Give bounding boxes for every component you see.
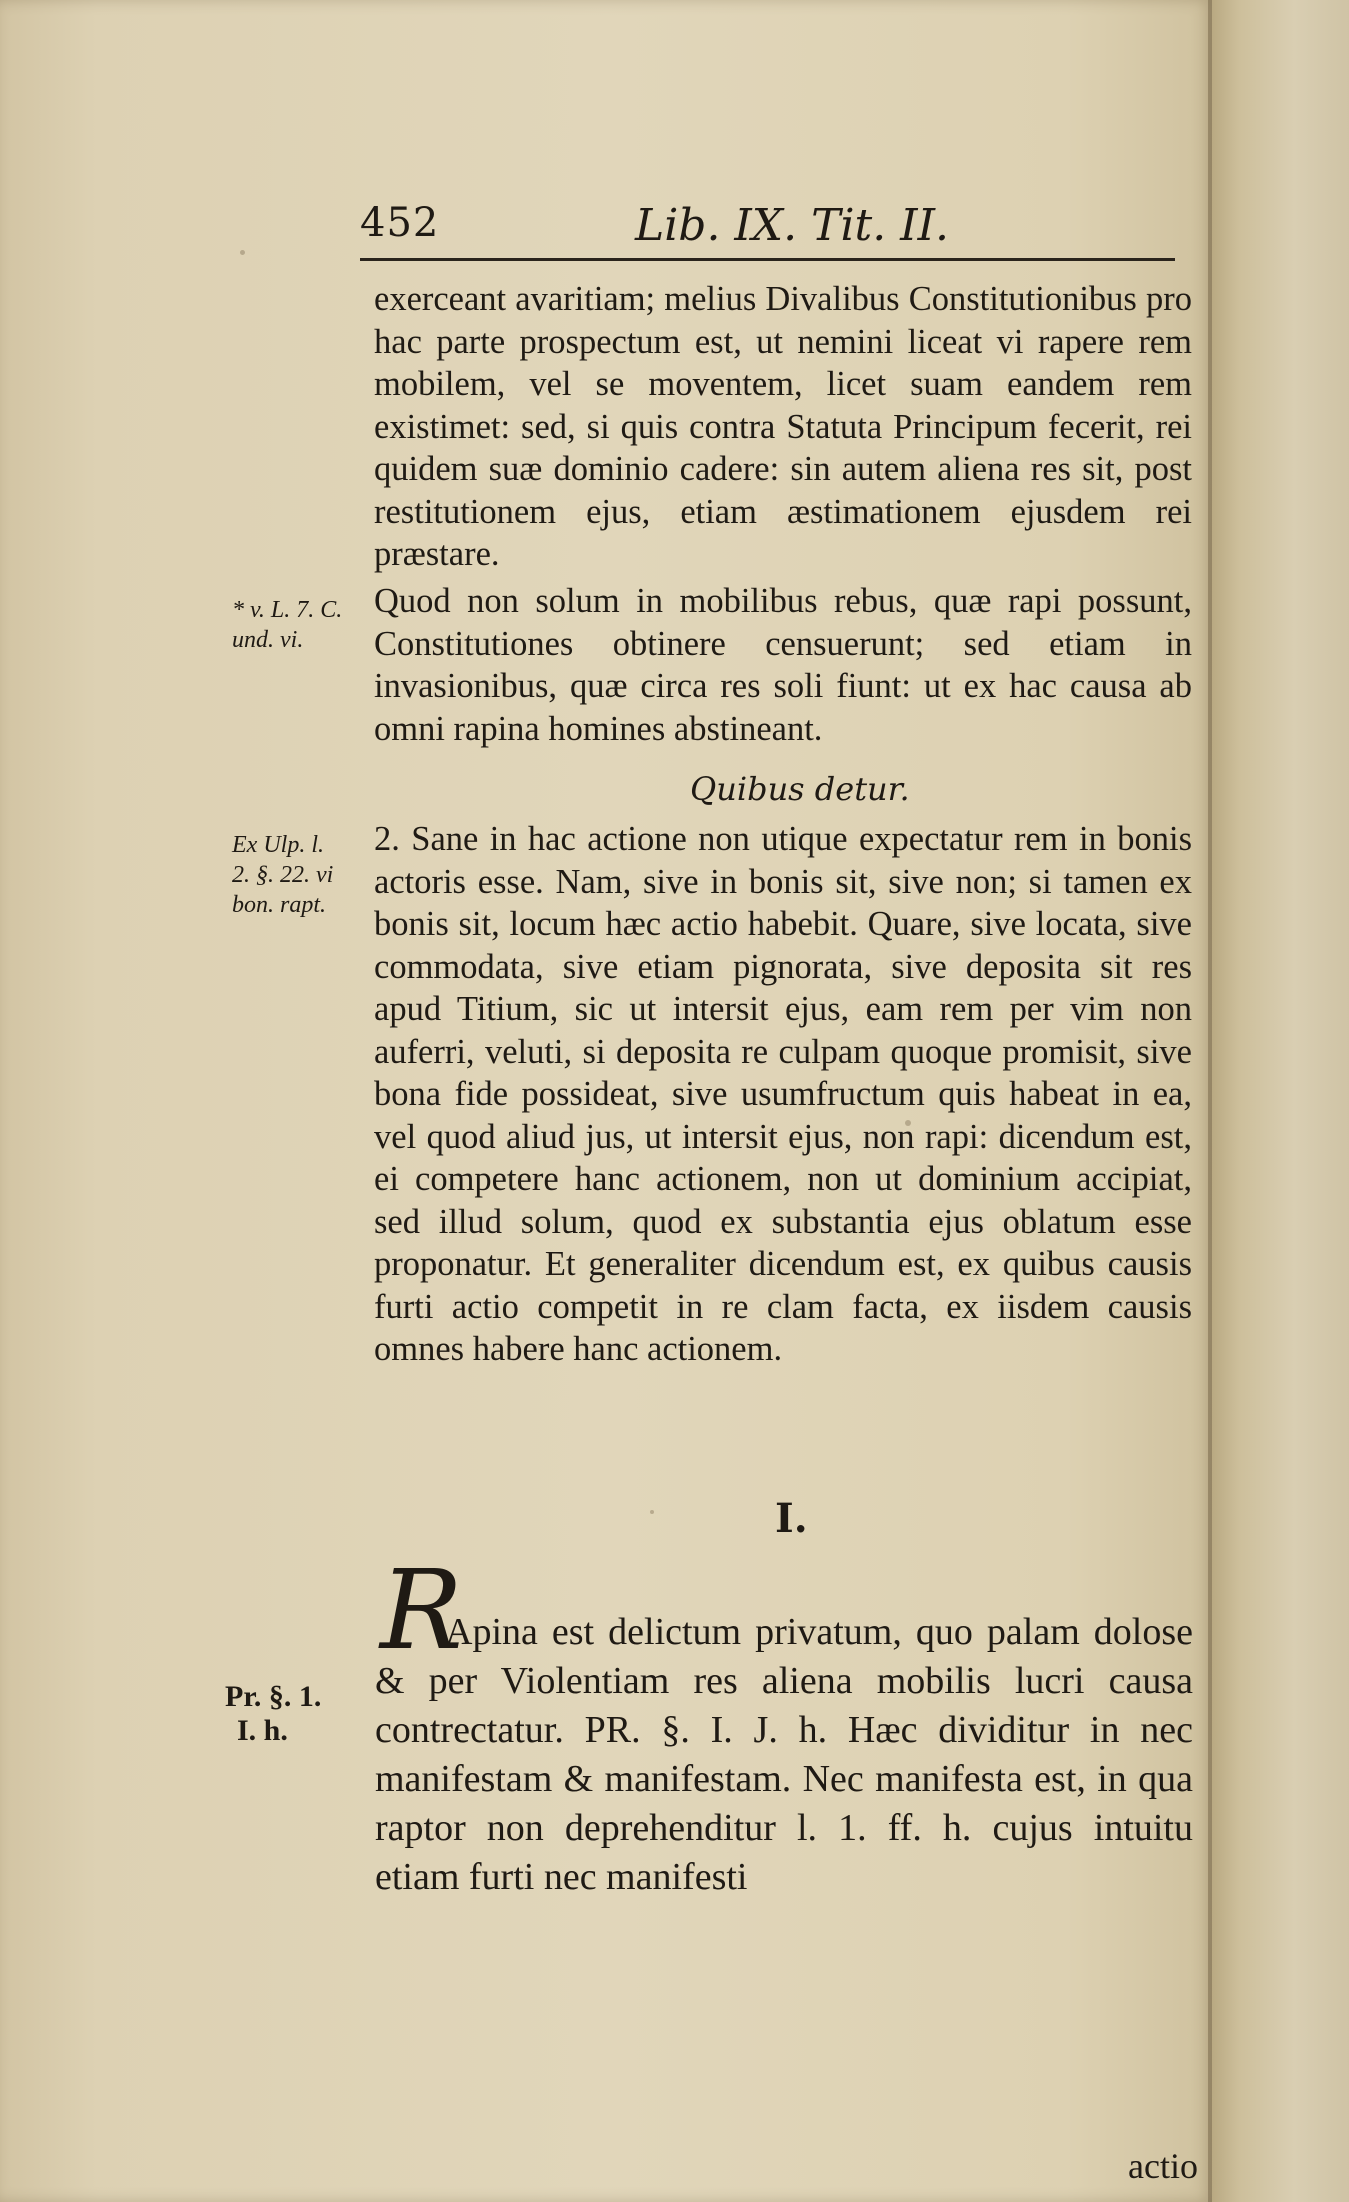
margin-note-2-line-1: Ex Ulp. l. <box>232 832 324 858</box>
paper-speck <box>905 1120 911 1126</box>
binding-gutter <box>1212 0 1349 2202</box>
text-block-2 <box>374 580 1192 750</box>
section-number: I. <box>775 1495 808 1542</box>
margin-note-3-line-1: Pr. §. 1. <box>225 1680 322 1713</box>
running-head: Lib. IX. Tit. II. <box>635 200 949 251</box>
margin-note-1-line-2: und. vi. <box>232 627 304 653</box>
paragraph-1: exerceant avaritiam; melius Divalibus Constitutionibus pro hac parte prospectum est, ut nemini liceat vi rapere rem mobilem, vel se moventem, licet suam eandem rem existimet: sed, si quis contra Statuta Principum fecerit, rei quidem suæ dominio cadere: sin autem aliena res sit, post restitutionem ejus, etiam æstimationem ejusdem rei præstare. <box>374 280 1192 573</box>
text-block-3 <box>374 818 1192 1371</box>
margin-note-1-line-1: * v. L. 7. C. <box>232 597 343 623</box>
paragraph-4: Apina est delictum privatum, quo palam dolose & per Violentiam res aliena mobilis lucri causa contrectatur. PR. §. I. J. h. Hæc dividitur in nec manifestam & manifestam. Nec manifesta est, in qua raptor non deprehenditur l. 1. ff. h. cujus intuitu etiam furti nec manifesti <box>375 1611 1193 1898</box>
catchword: actio <box>1128 2146 1198 2186</box>
drop-cap: R <box>380 1546 463 1674</box>
section-subhead: Quibus detur. <box>690 770 910 808</box>
paper-speck <box>650 1510 654 1514</box>
text-block-4 <box>375 1570 1193 1940</box>
margin-note-3-line-2: I. h. <box>237 1714 288 1747</box>
margin-note-2-line-2: 2. §. 22. vi <box>232 862 334 888</box>
header-rule <box>360 258 1175 261</box>
paragraph-2: Quod non solum in mobilibus rebus, quæ rapi possunt, Constitutiones obtinere censuerunt; sed etiam in invasionibus, quæ circa res soli fiunt: ut ex hac causa ab omni rapina homines abstineant. <box>374 582 1192 748</box>
page-header <box>360 200 1170 260</box>
margin-note-2-line-3: bon. rapt. <box>232 892 327 918</box>
paragraph-3: 2. Sane in hac actione non utique expectatur rem in bonis actoris esse. Nam, sive in bonis sit, sive non; si tamen ex bonis sit, locum hæc actio habebit. Quare, sive locata, sive commodata, sive etiam pignorata, sive deposita sit res apud Titium, sic ut intersit ejus, eam rem per vim non auferri, veluti, si deposita re culpam quoque promisit, sive bona fide possideat, sive usumfructum quis habeat in ea, vel quod aliud jus, ut intersit ejus, non rapi: dicendum est, ei competere hanc actionem, non ut dominium accipiat, sed illud solum, quod ex substantia ejus oblatum esse proponatur. Et generaliter dicendum est, ex quibus causis furti actio competit in re clam facta, ex iisdem causis omnes habere hanc actionem. <box>374 820 1192 1368</box>
margin-note-1 <box>232 595 342 655</box>
page-number: 452 <box>360 200 440 246</box>
text-block-1 <box>374 278 1192 576</box>
paper-speck <box>240 250 245 255</box>
margin-note-2 <box>232 830 333 920</box>
margin-note-3 <box>225 1680 321 1748</box>
